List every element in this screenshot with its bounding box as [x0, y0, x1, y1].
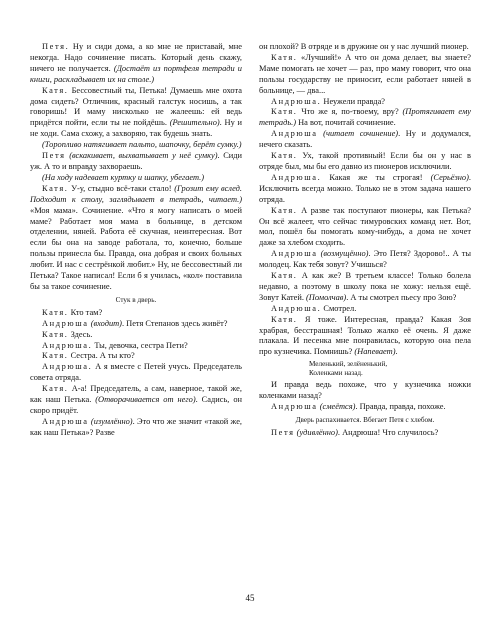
- dialogue-text: . Ну и додумался, нечего сказать.: [259, 129, 471, 150]
- dialogue-paragraph: [259, 53, 471, 97]
- left-column: [30, 42, 242, 439]
- stage-direction: (Серьёзно): [430, 172, 469, 182]
- song-line: Коленками назад.: [309, 369, 363, 378]
- dialogue-text: И правда ведь похоже, что у кузнечика ножки коленками назад?: [259, 380, 471, 401]
- speaker-name: Катя.: [271, 271, 298, 281]
- dialogue-text: . Это Петя? Здорово!.. А ты молодец. Как тебя зовут? Учишься?: [259, 249, 471, 270]
- dialogue-paragraph: [30, 140, 242, 151]
- dialogue-paragraph: [259, 173, 471, 206]
- right-column: [259, 42, 471, 439]
- speaker-name: Катя.: [271, 151, 298, 161]
- stage-direction: (удивлённо): [296, 428, 338, 437]
- dialogue-text: . Садись, он скоро придёт.: [30, 395, 242, 415]
- dialogue-text: Неужели правда?: [321, 96, 385, 106]
- speaker-name: Катя.: [42, 351, 69, 361]
- speaker-name: Андрюша: [271, 402, 318, 412]
- dialogue-text: «Моя мама». Сочинение. «Что я могу написать о моей маме? Работает моя мама в больнице, в детском отделении, няней. Работа её скучная, неинтересная. Вот если бы она на заводе работала, то, конечно, больше пользы принесла бы. Правда, она добрая и своих больных любит. И нас с сестрёнкой любит.» Ну, не бессовестный ли Петька? Такое написал! Если б я училась, «кол» поставила бы за такое сочинение.: [30, 205, 242, 291]
- dialogue-paragraph: [259, 129, 471, 151]
- stage-direction: (читает сочинение): [323, 129, 399, 139]
- song-line: Меленький, зелёненький,: [309, 360, 388, 369]
- dialogue-paragraph: [259, 42, 471, 53]
- dialogue-paragraph: [259, 249, 471, 271]
- speaker-name: Катя.: [42, 329, 69, 339]
- speaker-name: Катя.: [271, 107, 298, 117]
- dialogue-paragraph: [30, 86, 242, 141]
- speaker-name: Андрюша.: [271, 303, 322, 313]
- dialogue-paragraph: [30, 417, 242, 439]
- dialogue-text: . Правда, правда, похоже.: [355, 402, 446, 412]
- speaker-name: Петя.: [42, 42, 70, 51]
- dialogue-text: он плохой? В отряде и в дружине он у нас лучший пионер.: [259, 42, 469, 51]
- dialogue-paragraph: [30, 330, 242, 341]
- stage-direction: (Напевает): [354, 347, 396, 357]
- dialogue-paragraph: [259, 428, 471, 439]
- dialogue-text: А-а! Председатель, а сам, наверное, такой же, как наш Петька.: [30, 384, 242, 405]
- speaker-name: Катя.: [271, 205, 298, 215]
- speaker-name: Андрюша: [42, 318, 89, 328]
- song-lyrics: [309, 360, 471, 378]
- speaker-name: Андрюша.: [271, 172, 322, 182]
- stage-direction: (Помолчав): [306, 292, 347, 302]
- dialogue-text: Ты, девочка, сестра Пети?: [92, 340, 188, 350]
- dialogue-paragraph: [30, 151, 242, 173]
- stage-direction: (Торопливо натягивает пальто, шапочку, берёт сумку.): [42, 140, 242, 150]
- dialogue-text: . Андрюша! Что случилось?: [337, 428, 439, 437]
- dialogue-text: . Исключить всегда можно. Только не в этом задача нашего отряда.: [259, 172, 471, 204]
- dialogue-text: Что же я, по-твоему, вру?: [297, 107, 403, 117]
- stage-direction: (вскакивает, выхватывает у неё сумку): [69, 151, 218, 161]
- speaker-name: Петя: [42, 151, 66, 161]
- dialogue-text: А разве так поступают пионеры, как Петька? Он всё жалеет, что сейчас тимуровских команд нет. Вот, мол, пошёл бы помогать кому-нибудь, а дома не хочет даже за хлебом сходить.: [259, 205, 471, 248]
- stage-direction: (Достаёт из портфеля тетради и книги, раскладывает их на столе.): [30, 63, 242, 84]
- dialogue-text: . Сиди уж. А то и вправду захвораешь.: [30, 151, 243, 171]
- dialogue-paragraph: [30, 362, 242, 384]
- stage-direction-note: Дверь распахивается. Вбегает Петя с хлебом.: [295, 416, 435, 424]
- dialogue-text: . Это что же значит «такой же, как наш Петька»? Разве: [30, 416, 243, 437]
- dialogue-paragraph: [30, 308, 242, 319]
- dialogue-paragraph: [30, 341, 242, 352]
- dialogue-text: Какая же ты строгая!: [321, 172, 431, 182]
- speaker-name: Катя.: [42, 85, 69, 95]
- dialogue-paragraph: [259, 380, 471, 402]
- dialogue-paragraph: [30, 351, 242, 362]
- dialogue-text: .: [395, 347, 398, 357]
- dialogue-paragraph: [30, 173, 242, 184]
- stage-direction: (изумлённо): [90, 416, 133, 426]
- stage-direction: (Отворачивается от него): [95, 395, 196, 405]
- speaker-name: Катя.: [271, 314, 298, 324]
- dialogue-paragraph: [259, 271, 471, 304]
- stage-direction: (Грозит ему вслед. Подходит к столу, заглядывает в тетрадь, читает.): [30, 183, 242, 204]
- dialogue-text: А я вместе с Петей учусь. Председатель совета отряда.: [30, 362, 242, 383]
- dialogue-paragraph: [259, 304, 471, 315]
- speaker-name: Катя.: [42, 384, 69, 394]
- dialogue-paragraph: [259, 151, 471, 173]
- dialogue-paragraph: [259, 206, 471, 250]
- dialogue-text: Смотрел.: [321, 303, 357, 313]
- stage-direction: (На ходу надевает куртку и шапку, убегает.): [42, 172, 205, 182]
- dialogue-text: Я тоже. Интересная, правда? Какая Зоя храбрая, бесстрашная! Только жалко её очень. Я даже плакала. И песенка мне понравилась, которую она пела про кузнечика. Помнишь?: [259, 314, 471, 357]
- speaker-name: Андрюша: [271, 129, 318, 139]
- dialogue-paragraph: [30, 384, 242, 417]
- speaker-name: Катя.: [42, 183, 69, 193]
- dialogue-paragraph: [30, 184, 242, 293]
- dialogue-paragraph: [259, 107, 471, 129]
- stage-direction: (Решительно): [169, 118, 220, 128]
- dialogue-text: А как же? В третьем классе! Только болела недавно, а поэтому в школу пока не хожу: нельзя ещё. Зовут Катей.: [259, 271, 471, 302]
- dialogue-paragraph: [30, 319, 242, 330]
- stage-direction-note: Стук в дверь.: [115, 295, 157, 304]
- speaker-name: Андрюша: [271, 249, 318, 259]
- dialogue-text: «Лучший!» А что он дома делает, вы знаете? Маме помогать не хочет — раз, про маму говорит, что она пользы государству не приносит, если работает няней в больнице, — два...: [259, 52, 471, 95]
- dialogue-paragraph: [30, 42, 242, 86]
- dialogue-text: Кто там?: [68, 307, 103, 317]
- dialogue-paragraph: [259, 315, 471, 359]
- dialogue-text: . Петя Степанов здесь живёт?: [121, 318, 228, 328]
- speaker-name: Андрюша.: [42, 362, 93, 372]
- dialogue-text: Ну и сиди дома, а ко мне не приставай, мне некогда. Надо сочинение писать. Который день скажу, ничего не получается.: [30, 42, 242, 73]
- dialogue-text: Здесь.: [68, 329, 93, 339]
- dialogue-paragraph: [259, 402, 471, 413]
- stage-direction: (смеётся): [319, 402, 356, 412]
- speaker-name: Петя: [271, 428, 295, 437]
- speaker-name: Катя.: [271, 52, 298, 62]
- speaker-name: Катя.: [42, 307, 69, 317]
- speaker-name: Андрюша: [42, 416, 89, 426]
- dialogue-text: Сестра. А ты кто?: [68, 351, 135, 361]
- stage-direction: (Протягивает ему тетрадь.): [259, 107, 472, 128]
- stage-direction: (возмущённо): [320, 249, 369, 259]
- stage-direction: (входит): [90, 318, 122, 328]
- dialogue-text: На вот, почитай сочинение.: [296, 118, 396, 128]
- speaker-name: Андрюша.: [271, 96, 322, 106]
- dialogue-text: У-у, стыдно всё-таки стало!: [68, 183, 175, 193]
- speaker-name: Андрюша.: [42, 340, 93, 350]
- dialogue-paragraph: [259, 97, 471, 108]
- dialogue-text: Бессовестный ты, Петька! Думаешь мне охота дома сидеть? Отличник, красный галстук носишь, а так говоришь! И маму нисколько не жалеешь: ей ведь придётся пойти, если ты не пойдёшь.: [30, 85, 242, 128]
- dialogue-text: . А ты смотрел пьесу про Зою?: [346, 292, 457, 302]
- dialogue-text: Ух, такой противный! Если бы он у нас в отряде был, мы бы его давно из пионеров исключили.: [259, 151, 471, 171]
- page-number: 45: [245, 593, 255, 603]
- dialogue-text: . Ну и не ходи. Сама схожу, а захворяю, так будешь знать.: [30, 118, 242, 139]
